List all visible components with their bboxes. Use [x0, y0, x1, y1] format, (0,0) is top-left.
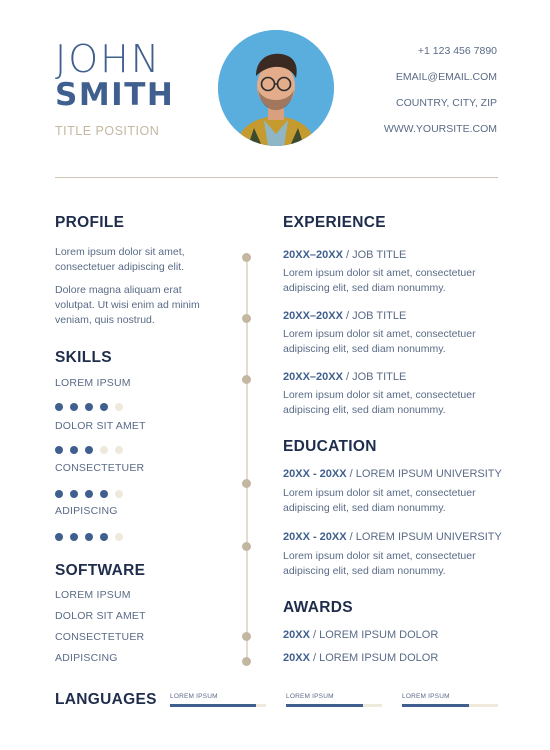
software-item: LOREM IPSUM: [55, 589, 131, 601]
separator: /: [342, 371, 353, 383]
experience-dates: 20XX–20XX: [283, 371, 343, 383]
skill-dot-empty: [115, 446, 123, 454]
profile-line: veniam, quis nostrud.: [55, 314, 155, 326]
skill-rating: [55, 485, 130, 493]
education-dates: 20XX - 20XX: [283, 468, 347, 480]
job-title: JOB TITLE: [352, 249, 407, 261]
timeline-dot: [242, 657, 251, 666]
skill-dot-filled: [55, 446, 63, 454]
contact-block: [384, 44, 497, 148]
email-text: EMAIL@EMAIL.COM: [395, 71, 497, 83]
award-year: 20XX: [283, 629, 310, 641]
skill-dot-filled: [70, 533, 78, 541]
profile-paragraph: [55, 245, 240, 275]
experience-description: [283, 388, 503, 418]
skill-dot-filled: [55, 403, 63, 411]
separator: /: [342, 249, 353, 261]
skill-label: LOREM IPSUM: [55, 377, 131, 389]
language-label: LOREM IPSUM: [170, 693, 218, 700]
award-item: [283, 652, 438, 664]
experience-dates: 20XX–20XX: [283, 249, 343, 261]
award-name: LOREM IPSUM DOLOR: [319, 652, 439, 664]
separator: /: [309, 652, 320, 664]
language-item: [402, 693, 498, 707]
language-bar-fill: [286, 704, 363, 707]
separator: /: [346, 468, 356, 480]
timeline-dot: [242, 479, 251, 488]
timeline-dot: [242, 542, 251, 551]
language-item: [286, 693, 382, 707]
timeline-dot: [242, 314, 251, 323]
skill-dot-filled: [85, 403, 93, 411]
software-item: DOLOR SIT AMET: [55, 610, 146, 622]
job-title: JOB TITLE: [352, 371, 407, 383]
languages-heading: LANGUAGES: [55, 691, 157, 708]
skill-dot-filled: [100, 403, 108, 411]
award-item: [283, 629, 438, 641]
skill-label: DOLOR SIT AMET: [55, 420, 146, 432]
language-item: [170, 693, 266, 707]
skill-rating: [55, 398, 130, 406]
school-name: LOREM IPSUM UNIVERSITY: [355, 531, 502, 543]
skill-dot-filled: [70, 446, 78, 454]
person-portrait-icon: [218, 30, 334, 146]
language-label: LOREM IPSUM: [286, 693, 334, 700]
skill-dot-filled: [55, 490, 63, 498]
profile-line: consectetuer adipiscing elit.: [55, 261, 184, 273]
experience-entry-header: [283, 371, 406, 383]
skill-dot-empty: [115, 490, 123, 498]
skill-label: CONSECTETUER: [55, 462, 145, 474]
experience-entry-header: [283, 310, 406, 322]
skill-dot-filled: [70, 490, 78, 498]
software-item: CONSECTETUER: [55, 631, 145, 643]
language-bar: [170, 704, 266, 707]
profile-line: Lorem ipsum dolor sit amet,: [55, 246, 185, 258]
skill-label: ADIPISCING: [55, 505, 118, 517]
education-entry-header: [283, 468, 502, 480]
skill-dot-filled: [70, 403, 78, 411]
language-bar-fill: [402, 704, 469, 707]
timeline-dot: [242, 632, 251, 641]
description-line: adipiscing elit, sed diam nonummy.: [283, 404, 446, 416]
experience-dates: 20XX–20XX: [283, 310, 343, 322]
description-line: Lorem ipsum dolor sit amet, consectetuer: [283, 267, 476, 279]
software-heading: SOFTWARE: [55, 562, 146, 579]
software-item: ADIPISCING: [55, 652, 118, 664]
separator: /: [342, 310, 353, 322]
skill-dot-filled: [55, 533, 63, 541]
profile-line: volutpat. Ut wisi enim ad minim: [55, 299, 200, 311]
title-position: TITLE POSITION: [55, 124, 160, 138]
skill-dot-filled: [85, 533, 93, 541]
award-year: 20XX: [283, 652, 310, 664]
experience-description: [283, 266, 503, 296]
language-bar-fill: [170, 704, 256, 707]
timeline-dot: [242, 375, 251, 384]
skill-dot-empty: [100, 446, 108, 454]
education-description: [283, 486, 503, 516]
skill-dot-filled: [85, 490, 93, 498]
school-name: LOREM IPSUM UNIVERSITY: [355, 468, 502, 480]
description-line: adipiscing elit, sed diam nonummy.: [283, 565, 446, 577]
education-description: [283, 549, 503, 579]
language-bar: [286, 704, 382, 707]
description-line: adipiscing elit, sed diam nonummy.: [283, 502, 446, 514]
profile-heading: PROFILE: [55, 214, 125, 231]
skill-dot-filled: [100, 533, 108, 541]
description-line: Lorem ipsum dolor sit amet, consectetuer: [283, 389, 476, 401]
separator: /: [346, 531, 356, 543]
profile-line: Dolore magna aliquam erat: [55, 284, 182, 296]
website-text: WWW.YOURSITE.COM: [383, 123, 497, 135]
skill-dot-empty: [115, 403, 123, 411]
description-line: adipiscing elit, sed diam nonummy.: [283, 282, 446, 294]
education-dates: 20XX - 20XX: [283, 531, 347, 543]
skill-rating: [55, 441, 130, 449]
description-line: adipiscing elit, sed diam nonummy.: [283, 343, 446, 355]
profile-paragraph: [55, 283, 240, 328]
timeline-dot: [242, 253, 251, 262]
location-text: COUNTRY, CITY, ZIP: [396, 97, 497, 109]
experience-heading: EXPERIENCE: [283, 214, 386, 231]
education-entry-header: [283, 531, 502, 543]
experience-description: [283, 327, 503, 357]
separator: /: [309, 629, 320, 641]
skills-heading: SKILLS: [55, 349, 112, 366]
awards-heading: AWARDS: [283, 599, 353, 616]
description-line: Lorem ipsum dolor sit amet, consectetuer: [283, 487, 476, 499]
award-name: LOREM IPSUM DOLOR: [319, 629, 439, 641]
education-heading: EDUCATION: [283, 438, 377, 455]
skill-rating: [55, 528, 130, 536]
skill-dot-empty: [115, 533, 123, 541]
header-divider: [55, 177, 498, 178]
language-bar: [402, 704, 498, 707]
job-title: JOB TITLE: [352, 310, 407, 322]
last-name: SMITH: [55, 77, 175, 113]
experience-entry-header: [283, 249, 406, 261]
skill-dot-filled: [85, 446, 93, 454]
language-label: LOREM IPSUM: [402, 693, 450, 700]
skill-dot-filled: [100, 490, 108, 498]
description-line: Lorem ipsum dolor sit amet, consectetuer: [283, 550, 476, 562]
phone-text: +1 123 456 7890: [417, 45, 497, 57]
description-line: Lorem ipsum dolor sit amet, consectetuer: [283, 328, 476, 340]
first-name: JOHN: [55, 37, 162, 81]
profile-photo: [218, 30, 334, 146]
